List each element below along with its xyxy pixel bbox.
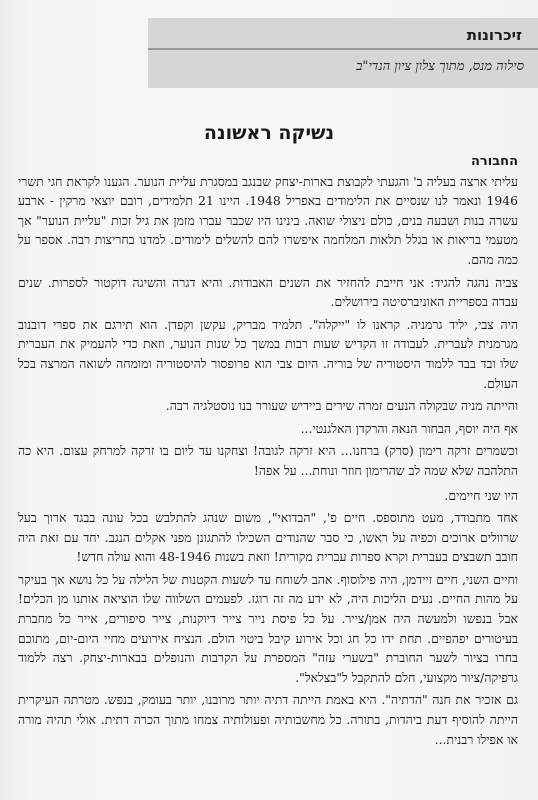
paragraph: אחד מתבודד, מעט מתוספס. חיים פ', "הבדואי", משום שנהג להתלבש בכל עונה בבגד ארוך בעל שרוולים ארוכים וכפיה על ראשו, כי סבר שהנודים השכילו להתגונן מפני אקלים הנגב. יחד עם זאת היה חובב תשבצים בעברית וקרא ספרות עברית מקורית! וזאת בשנות 48-1946 והוא עולה חדש!: [18, 510, 518, 565]
section-label: זיכרונות: [466, 26, 522, 44]
header-divider: [148, 48, 538, 50]
paragraph: וכשמרים זרקה רימון (סרק) ברחנו... היא זרקה לגובה! וצחקנו עד ליום בו זרקה למרחק עצום. היא כה התלהבה שלא שמה לב שהרימון חוזר ונוחת... על אפה!: [18, 443, 518, 478]
paragraph: והייתה מניה שבקולה הנעים זמרה שירים ביידיש שעורר בנו נוסטלגיה רבה.: [165, 398, 518, 414]
paragraph: היה צבי, יליד גרמניה. קראנו לו "ייקלה". תלמיד מבריק, עקשן וקפדן. הוא תירגם את ספרי דובנוב מגרמנית לעברית. לעבודה זו הקדיש שעות רבות במשך כל שנות הנוער, וזאת כדי להעמיק את העברית שלו ובד בבד ללמוד היסטוריה של בוריה. היום צבי הוא פרופסור להיסטוריה ומומחה לשואה המרצה בכל העולם.: [18, 316, 518, 391]
paragraph: אף היה יוסף, הבחור הנאה והרקדן האלגנטי...: [300, 420, 518, 436]
paragraph: עליתי ארצה בעליה ב' והגעתי לקבוצת בארות-יצחק שבנגב במסגרת עליית הנוער. הגענו לקראת חגי תשרי 1946 ונאמר לנו שנסיים את הלימודים באפריל 1948. היינו 21 תלמידים, רובם יוצאי מרקין - ארבע עשרה בנות ושבעה בנים, כולם ניצולי שואה. בינינו היו שכבר עברו מזמן את גיל זכות "עליית הנוער" אך מטעמי בריאות או בגלל תלאות המלחמה איפשרו להם להשלים לימודים. למדנו בחריצות רבה. אספר על כמה מהם.: [18, 173, 518, 267]
paragraph: וחיים השני, חיים זיידמן, היה פילוסוף. אהב לשוחח עד לשעות הקטנות של הלילה על כל נושא אך בעיקר על מהות החיים. נעים הליכות היה, לא ידע מה זה רוגז. לפעמים השלווה שלו הוציאה אותנו מן הכלים! אבל בנפשו ולמעשה היה אמן/צייר. על כל פיסת נייר צייר דיוקנות, צייר סיפורים, אייר כל מחברת בעיטורים יפהפיים. תחת ידו כל חג וכל אירוע קיבל ביטוי הולם. הנציח אירועים מחיי היום-יום, מתוכם בחרו בציור לשער החוברת "בשערי עזה" המספרת על הקרבות והנופלים בבארות-יצחק. רצה ללמוד גרפיקה/ציור מקצועי, חלם להתקבל ל"בצלאל".: [18, 571, 518, 685]
header-band: [148, 18, 538, 88]
article-title: נשיקה ראשונה: [203, 122, 335, 144]
author-credit: סילוה מנס, מתוך צלון ציון הנדי"ב: [356, 59, 524, 74]
paragraph: היו שני חיימים.: [444, 487, 518, 503]
article-body: [18, 152, 518, 752]
paragraph: גם אזכיר את חנה "הדתיה". היא באמת הייתה דתיה יותר מרובנו, יותר בעומק, בנפש. מטרתה העיקרית הייתה להוסיף דעת ביהדות, בתורה. כל מחשבותיה ופעולותיה צמחו מתוך הכרה דתית. אולי תהיה מורה או אפילו רבנית...: [18, 692, 518, 747]
paragraph: צביה נהגה להגיד: אני חייבת להחזיר את השנים האבודות. והיא דגרה והשיגה דוקטור לספרות. שנים עבדה בספריית האוניברסיטה בירושלים.: [18, 274, 518, 310]
subheading: החבורה: [470, 154, 518, 169]
